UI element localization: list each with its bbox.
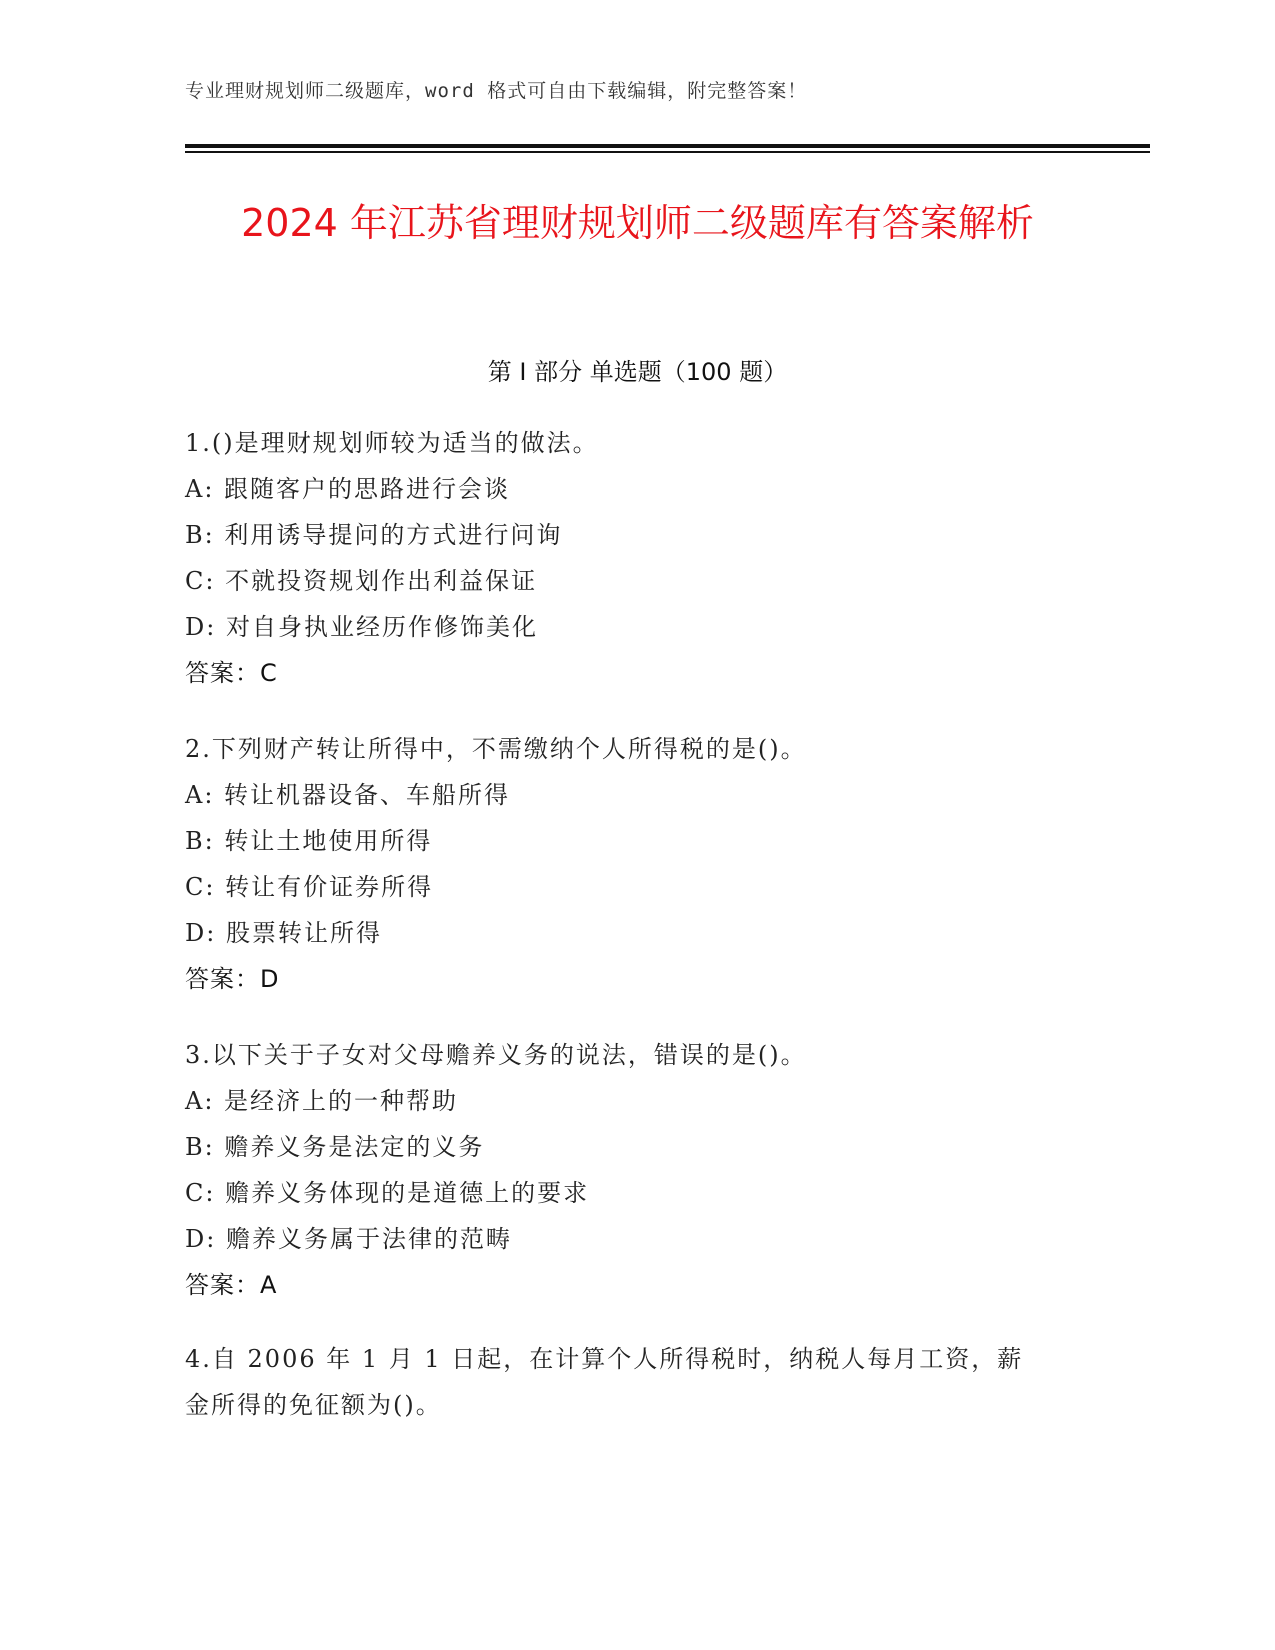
question-4 bbox=[185, 1336, 1085, 1428]
answer: 答案：C bbox=[185, 659, 278, 687]
option-a: A: 是经济上的一种帮助 bbox=[185, 1087, 459, 1115]
question-3 bbox=[185, 1032, 1085, 1308]
option-c: C: 转让有价证券所得 bbox=[185, 873, 434, 901]
option-c: C: 不就投资规划作出利益保证 bbox=[185, 567, 538, 595]
document-title: 2024 年江苏省理财规划师二级题库有答案解析 bbox=[241, 201, 1034, 245]
option-b: B: 利用诱导提问的方式进行问询 bbox=[185, 521, 563, 549]
question-1 bbox=[185, 420, 1085, 696]
option-d: D: 股票转让所得 bbox=[185, 919, 382, 947]
question-stem-line-2: 金所得的免征额为()。 bbox=[185, 1391, 442, 1419]
question-stem: 3.以下关于子女对父母赡养义务的说法，错误的是()。 bbox=[185, 1041, 807, 1069]
section-title: 第 I 部分 单选题（100 题） bbox=[487, 358, 788, 386]
header-note: 专业理财规划师二级题库，word 格式可自由下载编辑，附完整答案！ bbox=[185, 80, 808, 102]
option-a: A: 转让机器设备、车船所得 bbox=[185, 781, 511, 809]
question-2 bbox=[185, 726, 1085, 1002]
question-stem: 1.()是理财规划师较为适当的做法。 bbox=[185, 429, 599, 457]
question-stem-line-1: 4.自 2006 年 1 月 1 日起，在计算个人所得税时，纳税人每月工资，薪 bbox=[185, 1345, 1024, 1373]
option-d: D: 赡养义务属于法律的范畴 bbox=[185, 1225, 512, 1253]
option-a: A: 跟随客户的思路进行会谈 bbox=[185, 475, 511, 503]
answer: 答案：A bbox=[185, 1271, 278, 1299]
question-stem: 2.下列财产转让所得中，不需缴纳个人所得税的是()。 bbox=[185, 735, 807, 763]
header-rule-thick bbox=[185, 144, 1150, 148]
option-c: C: 赡养义务体现的是道德上的要求 bbox=[185, 1179, 590, 1207]
answer: 答案：D bbox=[185, 965, 280, 993]
option-b: B: 赡养义务是法定的义务 bbox=[185, 1133, 485, 1161]
header-rule-thin bbox=[185, 151, 1150, 153]
option-d: D: 对自身执业经历作修饰美化 bbox=[185, 613, 538, 641]
option-b: B: 转让土地使用所得 bbox=[185, 827, 433, 855]
